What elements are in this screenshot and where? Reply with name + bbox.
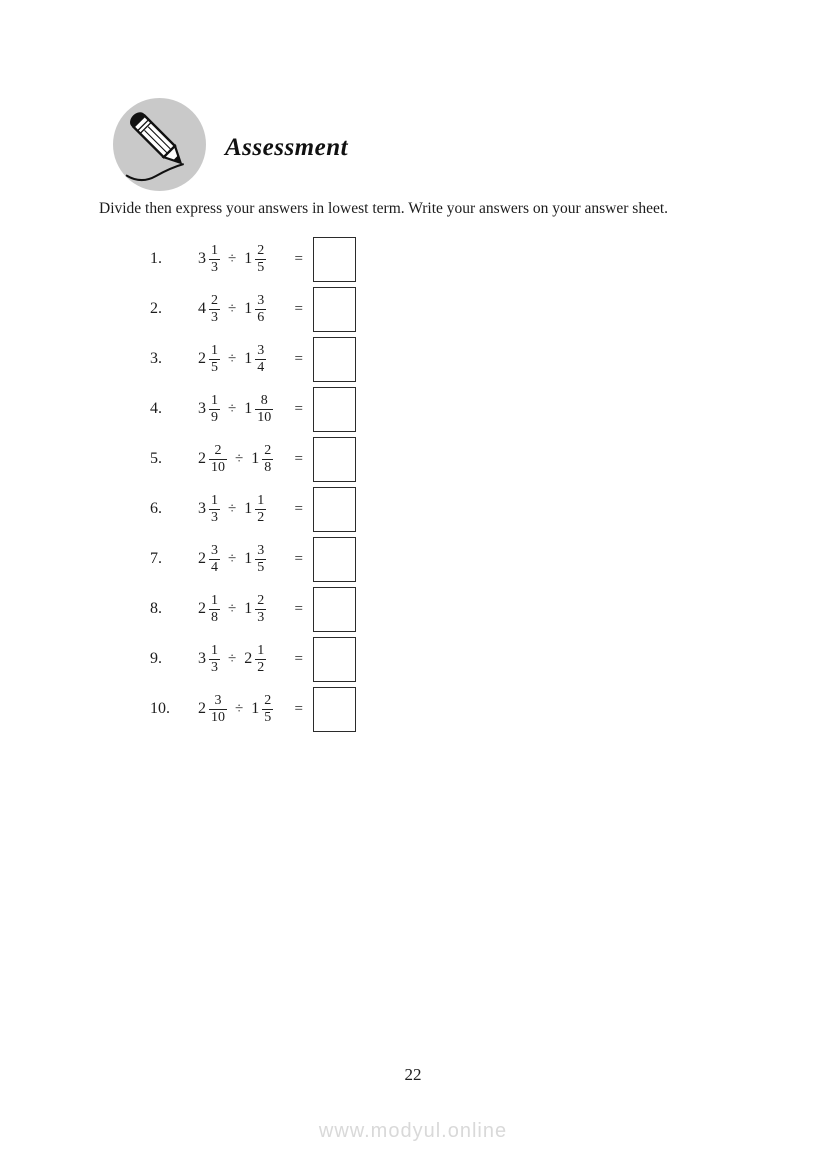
division-sign: ÷ xyxy=(228,400,237,417)
problem-row xyxy=(150,434,356,484)
fraction-denominator: 9 xyxy=(211,409,218,425)
fraction-numerator: 3 xyxy=(257,292,265,308)
fraction-numerator: 2 xyxy=(257,242,265,258)
problem-row xyxy=(150,284,356,334)
fraction xyxy=(209,243,220,275)
mixed-number-dividend xyxy=(198,643,220,675)
fraction-denominator: 4 xyxy=(257,359,265,375)
mixed-number-dividend xyxy=(198,543,220,575)
fraction xyxy=(255,593,266,625)
fraction xyxy=(262,693,273,725)
fraction-numerator: 3 xyxy=(257,542,265,558)
problem-row xyxy=(150,634,356,684)
answer-box[interactable] xyxy=(313,337,356,382)
division-sign: ÷ xyxy=(228,350,237,367)
problem-number: 1. xyxy=(150,250,162,267)
fraction xyxy=(209,593,220,625)
whole-number: 3 xyxy=(198,400,206,417)
answer-box[interactable] xyxy=(313,387,356,432)
fraction xyxy=(209,393,220,425)
fraction xyxy=(255,493,266,525)
problem-number: 4. xyxy=(150,400,162,417)
fraction-numerator: 1 xyxy=(211,642,218,658)
problem-row xyxy=(150,234,356,284)
problem-number: 2. xyxy=(150,300,162,317)
division-sign: ÷ xyxy=(228,250,237,267)
answer-box[interactable] xyxy=(313,237,356,282)
whole-number: 1 xyxy=(251,450,260,467)
problem-number: 10. xyxy=(150,700,170,717)
fraction-denominator: 5 xyxy=(257,259,265,275)
answer-box[interactable] xyxy=(313,637,356,682)
answer-box[interactable] xyxy=(313,537,356,582)
answer-box[interactable] xyxy=(313,287,356,332)
whole-number: 3 xyxy=(198,650,206,667)
page-title: Assessment xyxy=(225,134,349,161)
answer-box[interactable] xyxy=(313,687,356,732)
equals-sign: = xyxy=(294,700,303,717)
fraction-numerator: 2 xyxy=(211,292,218,308)
problem-row xyxy=(150,484,356,534)
whole-number: 4 xyxy=(198,300,206,317)
fraction xyxy=(255,243,266,275)
answer-box[interactable] xyxy=(313,587,356,632)
mixed-number-dividend xyxy=(198,493,220,525)
pencil-icon-svg xyxy=(113,98,206,191)
whole-number: 1 xyxy=(244,350,253,367)
fraction-numerator: 1 xyxy=(211,392,218,408)
mixed-number-dividend xyxy=(198,593,220,625)
division-sign: ÷ xyxy=(228,550,237,567)
mixed-number-divisor xyxy=(251,693,273,725)
division-sign: ÷ xyxy=(235,700,244,717)
equals-sign: = xyxy=(294,400,303,417)
whole-number: 2 xyxy=(244,650,253,667)
fraction xyxy=(255,393,273,425)
equals-sign: = xyxy=(294,600,303,617)
whole-number: 3 xyxy=(198,250,206,267)
fraction-denominator: 6 xyxy=(257,309,265,325)
problems-list xyxy=(150,234,356,734)
fraction-denominator: 3 xyxy=(211,309,218,325)
mixed-number-dividend xyxy=(198,443,227,475)
watermark: www.modyul.online xyxy=(318,1120,508,1142)
division-sign: ÷ xyxy=(235,450,244,467)
problem-number: 6. xyxy=(150,500,162,517)
fraction xyxy=(255,293,266,325)
problem-row xyxy=(150,334,356,384)
fraction-numerator: 1 xyxy=(211,592,218,608)
fraction-numerator: 1 xyxy=(257,492,265,508)
problem-number: 7. xyxy=(150,550,162,567)
mixed-number-divisor xyxy=(244,543,266,575)
equals-sign: = xyxy=(294,550,303,567)
whole-number: 2 xyxy=(198,700,206,717)
mixed-number-divisor xyxy=(244,593,266,625)
pencil-icon xyxy=(113,98,206,191)
fraction-numerator: 2 xyxy=(257,592,265,608)
equals-sign: = xyxy=(294,500,303,517)
fraction-denominator: 4 xyxy=(211,559,218,575)
fraction-denominator: 10 xyxy=(211,459,225,475)
fraction-denominator: 8 xyxy=(211,609,218,625)
fraction xyxy=(209,693,227,725)
instructions-text: Divide then express your answers in lowest term. Write your answers on your answer sheet. xyxy=(99,200,669,217)
whole-number: 3 xyxy=(198,500,206,517)
whole-number: 1 xyxy=(244,250,253,267)
fraction xyxy=(209,543,220,575)
problem-number: 5. xyxy=(150,450,162,467)
fraction xyxy=(209,293,220,325)
mixed-number-divisor xyxy=(244,293,266,325)
mixed-number-divisor xyxy=(244,393,273,425)
whole-number: 1 xyxy=(251,700,260,717)
fraction-numerator: 3 xyxy=(211,542,218,558)
whole-number: 2 xyxy=(198,600,206,617)
fraction xyxy=(255,343,266,375)
fraction-denominator: 5 xyxy=(211,359,218,375)
mixed-number-divisor xyxy=(244,493,266,525)
fraction-denominator: 2 xyxy=(257,509,265,525)
fraction-numerator: 1 xyxy=(257,642,265,658)
mixed-number-dividend xyxy=(198,243,220,275)
division-sign: ÷ xyxy=(228,300,237,317)
equals-sign: = xyxy=(294,250,303,267)
whole-number: 1 xyxy=(244,600,253,617)
fraction-denominator: 8 xyxy=(264,459,272,475)
mixed-number-divisor xyxy=(244,343,266,375)
mixed-number-dividend xyxy=(198,343,220,375)
whole-number: 2 xyxy=(198,350,206,367)
fraction-denominator: 3 xyxy=(211,259,218,275)
division-sign: ÷ xyxy=(228,600,237,617)
fraction-denominator: 10 xyxy=(257,409,272,425)
fraction-denominator: 2 xyxy=(257,659,265,675)
problem-number: 8. xyxy=(150,600,162,617)
mixed-number-dividend xyxy=(198,393,220,425)
fraction-numerator: 2 xyxy=(214,442,222,458)
answer-box[interactable] xyxy=(313,437,356,482)
fraction-numerator: 1 xyxy=(211,492,218,508)
equals-sign: = xyxy=(294,650,303,667)
whole-number: 2 xyxy=(198,550,206,567)
page-number: 22 xyxy=(404,1065,422,1084)
fraction-denominator: 3 xyxy=(211,509,218,525)
fraction xyxy=(255,543,266,575)
whole-number: 2 xyxy=(198,450,206,467)
fraction-numerator: 8 xyxy=(260,392,268,408)
fraction xyxy=(209,343,220,375)
answer-box[interactable] xyxy=(313,487,356,532)
equals-sign: = xyxy=(294,350,303,367)
whole-number: 1 xyxy=(244,300,253,317)
problem-row xyxy=(150,684,356,734)
fraction-denominator: 5 xyxy=(257,559,265,575)
fraction-denominator: 10 xyxy=(211,709,225,725)
fraction xyxy=(255,643,266,675)
fraction xyxy=(262,443,273,475)
fraction-numerator: 2 xyxy=(264,442,272,458)
mixed-number-divisor xyxy=(251,443,273,475)
fraction-numerator: 2 xyxy=(264,692,272,708)
equals-sign: = xyxy=(294,450,303,467)
fraction xyxy=(209,493,220,525)
mixed-number-dividend xyxy=(198,693,227,725)
fraction-numerator: 3 xyxy=(257,342,265,358)
fraction-denominator: 3 xyxy=(257,609,265,625)
fraction-denominator: 3 xyxy=(211,659,218,675)
division-sign: ÷ xyxy=(228,500,237,517)
fraction-denominator: 5 xyxy=(264,709,272,725)
mixed-number-divisor xyxy=(244,643,266,675)
whole-number: 1 xyxy=(244,400,253,417)
fraction-numerator: 1 xyxy=(211,242,218,258)
mixed-number-dividend xyxy=(198,293,220,325)
whole-number: 1 xyxy=(244,550,253,567)
problem-number: 3. xyxy=(150,350,162,367)
fraction-numerator: 1 xyxy=(211,342,218,358)
problem-row xyxy=(150,584,356,634)
fraction-numerator: 3 xyxy=(214,692,222,708)
whole-number: 1 xyxy=(244,500,253,517)
problem-row xyxy=(150,534,356,584)
fraction xyxy=(209,443,227,475)
mixed-number-divisor xyxy=(244,243,266,275)
problem-row xyxy=(150,384,356,434)
division-sign: ÷ xyxy=(228,650,237,667)
fraction xyxy=(209,643,220,675)
equals-sign: = xyxy=(294,300,303,317)
problem-number: 9. xyxy=(150,650,162,667)
